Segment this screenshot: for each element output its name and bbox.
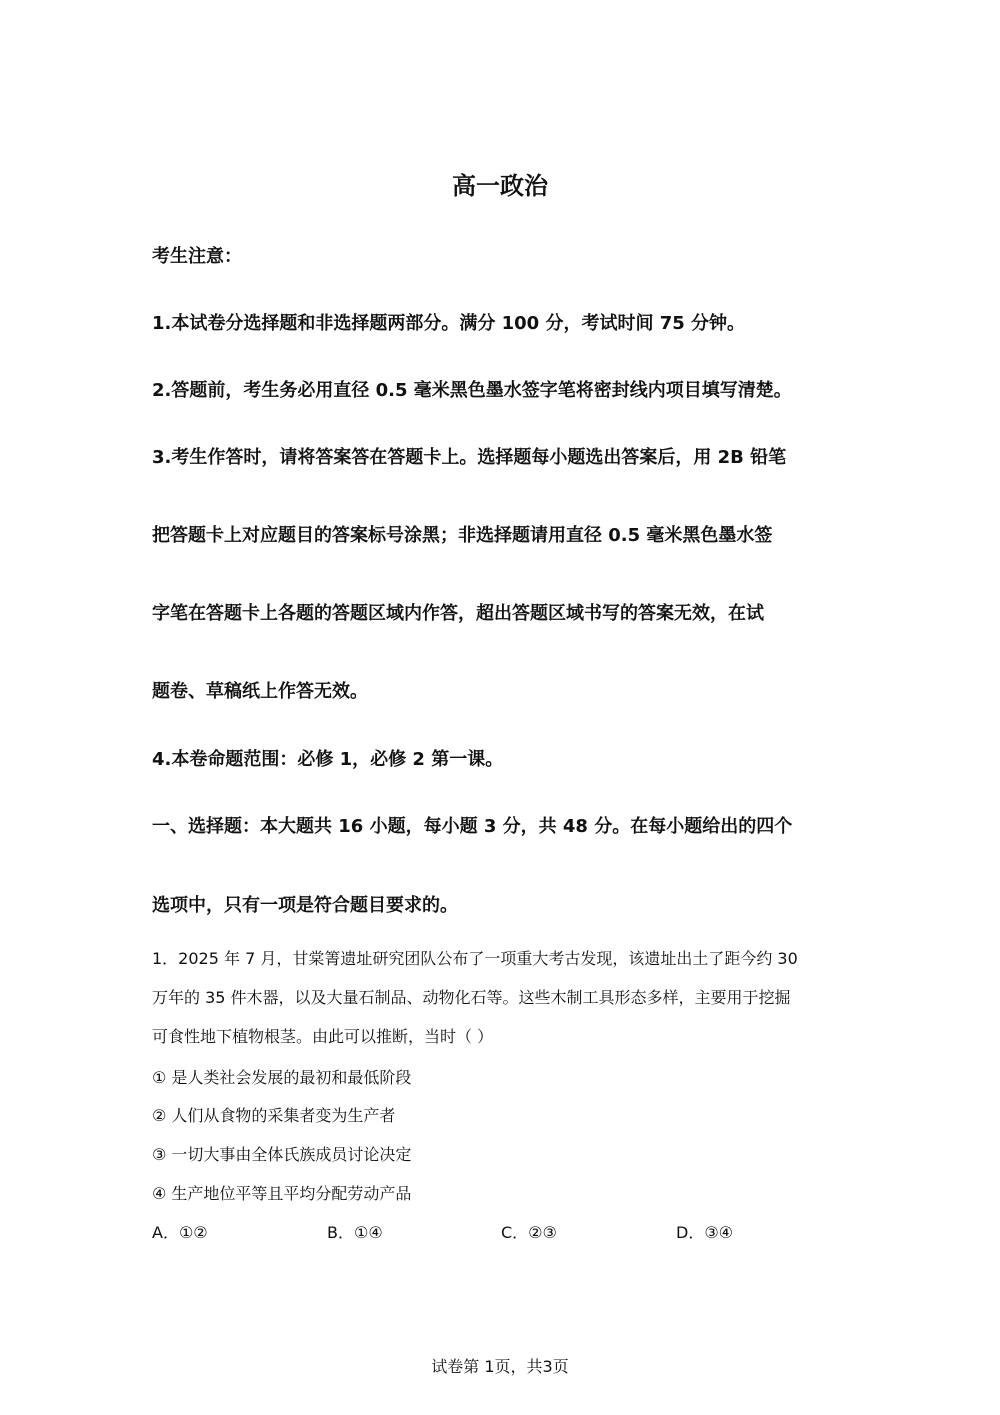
notice-item-4: 4.本卷命题范围：必修 1，必修 2 第一课。 xyxy=(152,749,504,770)
notice-item-3-line-2: 把答题卡上对应题目的答案标号涂黑；非选择题请用直径 0.5 毫米黑色墨水签 xyxy=(152,525,773,546)
question-1-statement-4: ④ 生产地位平等且平均分配劳动产品 xyxy=(152,1184,412,1203)
question-1-option-b: B．①④ xyxy=(327,1223,383,1242)
notice-item-3-line-4: 题卷、草稿纸上作答无效。 xyxy=(152,681,368,702)
page-title: 高一政治 xyxy=(452,172,548,200)
page-footer: 试卷第 1页，共3页 xyxy=(431,1357,569,1376)
notice-item-2: 2.答题前，考生务必用直径 0.5 毫米黑色墨水签字笔将密封线内项目填写清楚。 xyxy=(152,380,792,401)
notice-item-3-line-1: 3.考生作答时，请将答案答在答题卡上。选择题每小题选出答案后，用 2B 铅笔 xyxy=(152,447,787,468)
notice-heading: 考生注意： xyxy=(152,246,242,267)
question-1-option-a: A．①② xyxy=(152,1223,208,1242)
question-1-option-d: D．③④ xyxy=(676,1223,734,1242)
notice-item-1: 1.本试卷分选择题和非选择题两部分。满分 100 分，考试时间 75 分钟。 xyxy=(152,313,746,334)
question-1-statement-3: ③ 一切大事由全体氏族成员讨论决定 xyxy=(152,1145,412,1164)
section-heading-line-1: 一、选择题：本大题共 16 小题，每小题 3 分，共 48 分。在每小题给出的四个 xyxy=(152,816,793,837)
question-1-stem-line-1: 1．2025 年 7 月，甘棠箐遗址研究团队公布了一项重大考古发现，该遗址出土了距今约 30 xyxy=(152,949,798,968)
notice-item-3-line-3: 字笔在答题卡上各题的答题区域内作答，超出答题区域书写的答案无效，在试 xyxy=(152,603,764,624)
question-1-statement-1: ① 是人类社会发展的最初和最低阶段 xyxy=(152,1068,412,1087)
question-1-stem-line-2: 万年的 35 件木器，以及大量石制品、动物化石等。这些木制工具形态多样，主要用于挖掘 xyxy=(152,988,791,1007)
question-1-statement-2: ② 人们从食物的采集者变为生产者 xyxy=(152,1106,396,1125)
question-1-stem-line-3: 可食性地下植物根茎。由此可以推断，当时（ ） xyxy=(152,1027,494,1046)
question-1-option-c: C．②③ xyxy=(501,1223,557,1242)
section-heading-line-2: 选项中，只有一项是符合题目要求的。 xyxy=(152,895,458,916)
